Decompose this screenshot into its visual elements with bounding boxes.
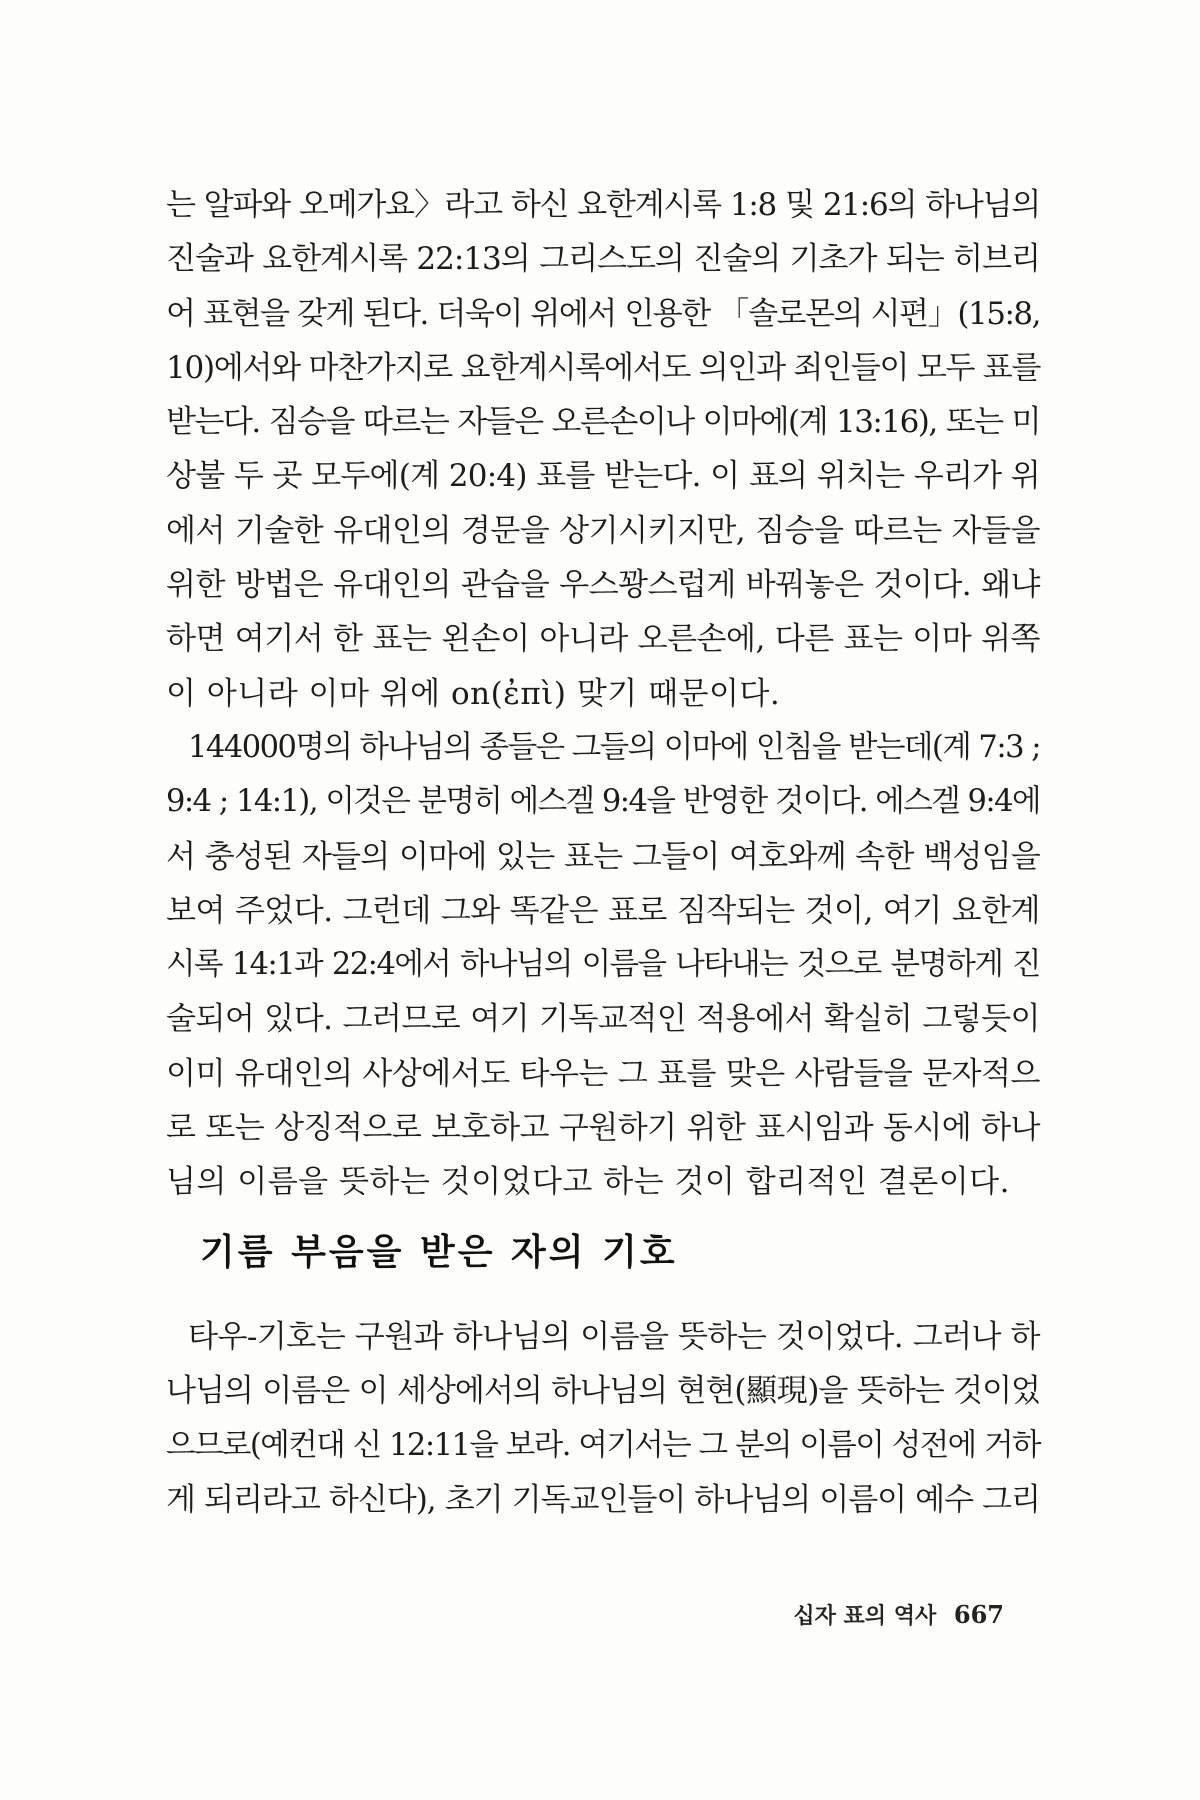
text-line: 에서 기술한 유대인의 경문을 상기시키지만, 짐승을 따르는 자들을 <box>166 512 1040 549</box>
text-line: 진술과 요한계시록 22:13의 그리스도의 진술의 기초가 되는 히브리 <box>166 241 1040 278</box>
text-line: 받는다. 짐승을 따르는 자들은 오른손이나 이마에(계 13:16), 또는 미 <box>166 404 1040 441</box>
body-text-lower <box>166 1310 1040 1527</box>
text-line: 게 되리라고 하신다), 초기 기독교인들이 하나님의 이름이 예수 그리 <box>166 1481 1040 1518</box>
text-line: 상불 두 곳 모두에(계 20:4) 표를 받는다. 이 표의 위치는 우리가 위 <box>166 458 1040 495</box>
text-line: 서 충성된 자들의 이마에 있는 표는 그들이 여호와께 속한 백성임을 <box>166 838 1040 875</box>
page-number: 667 <box>953 1600 1004 1629</box>
text-line: 하면 여기서 한 표는 왼손이 아니라 오른손에, 다른 표는 이마 위쪽 <box>166 621 1040 658</box>
text-line: 9:4 ; 14:1), 이것은 분명히 에스겔 9:4을 반영한 것이다. 에스겔 9:4에 <box>166 784 1040 820</box>
text-line: 으므로(예컨대 신 12:11을 보라. 여기서는 그 분의 이름이 성전에 거하 <box>166 1427 1040 1463</box>
page-footer <box>793 1599 1004 1630</box>
running-title: 십자 표의 역사 <box>793 1604 937 1629</box>
text-line: 나님의 이름은 이 세상에서의 하나님의 현현(顯現)을 뜻하는 것이었 <box>166 1373 1040 1410</box>
body-text-upper <box>166 178 1040 1210</box>
text-line: 타우-기호는 구원과 하나님의 이름을 뜻하는 것이었다. 그러나 하 <box>188 1319 1040 1355</box>
text-line: 10)에서와 마찬가지로 요한계시록에서도 의인과 죄인들이 모두 표를 <box>166 349 1041 386</box>
text-line: 시록 14:1과 22:4에서 하나님의 이름을 나타내는 것으로 분명하게 진 <box>166 947 1040 983</box>
text-line: 로 또는 상징적으로 보호하고 구원하기 위한 표시임과 동시에 하나 <box>166 1110 1040 1147</box>
text-line: 보여 주었다. 그런데 그와 똑같은 표로 짐작되는 것이, 여기 요한계 <box>166 892 1040 929</box>
text-line: 님의 이름을 뜻하는 것이었다고 하는 것이 합리적인 결론이다. <box>166 1164 1010 1201</box>
text-line: 144000명의 하나님의 종들은 그들의 이마에 인침을 받는데(계 7:3 ; <box>188 729 1040 765</box>
text-line: 이 아니라 이마 위에 on(ἐπὶ) 맞기 때문이다. <box>166 675 781 712</box>
text-line: 술되어 있다. 그러므로 여기 기독교적인 적용에서 확실히 그렇듯이 <box>166 1001 1040 1038</box>
section-heading: 기름 부음을 받은 자의 기호 <box>200 1232 678 1273</box>
text-line: 이미 유대인의 사상에서도 타우는 그 표를 맞은 사람들을 문자적으 <box>166 1055 1040 1092</box>
text-line: 위한 방법은 유대인의 관습을 우스꽝스럽게 바꿔놓은 것이다. 왜냐 <box>166 567 1040 604</box>
text-line: 는 알파와 오메가요〉라고 하신 요한계시록 1:8 및 21:6의 하나님의 <box>166 187 1040 223</box>
text-line: 어 표현을 갖게 된다. 더욱이 위에서 인용한 「솔로몬의 시편」(15:8, <box>166 295 1040 332</box>
